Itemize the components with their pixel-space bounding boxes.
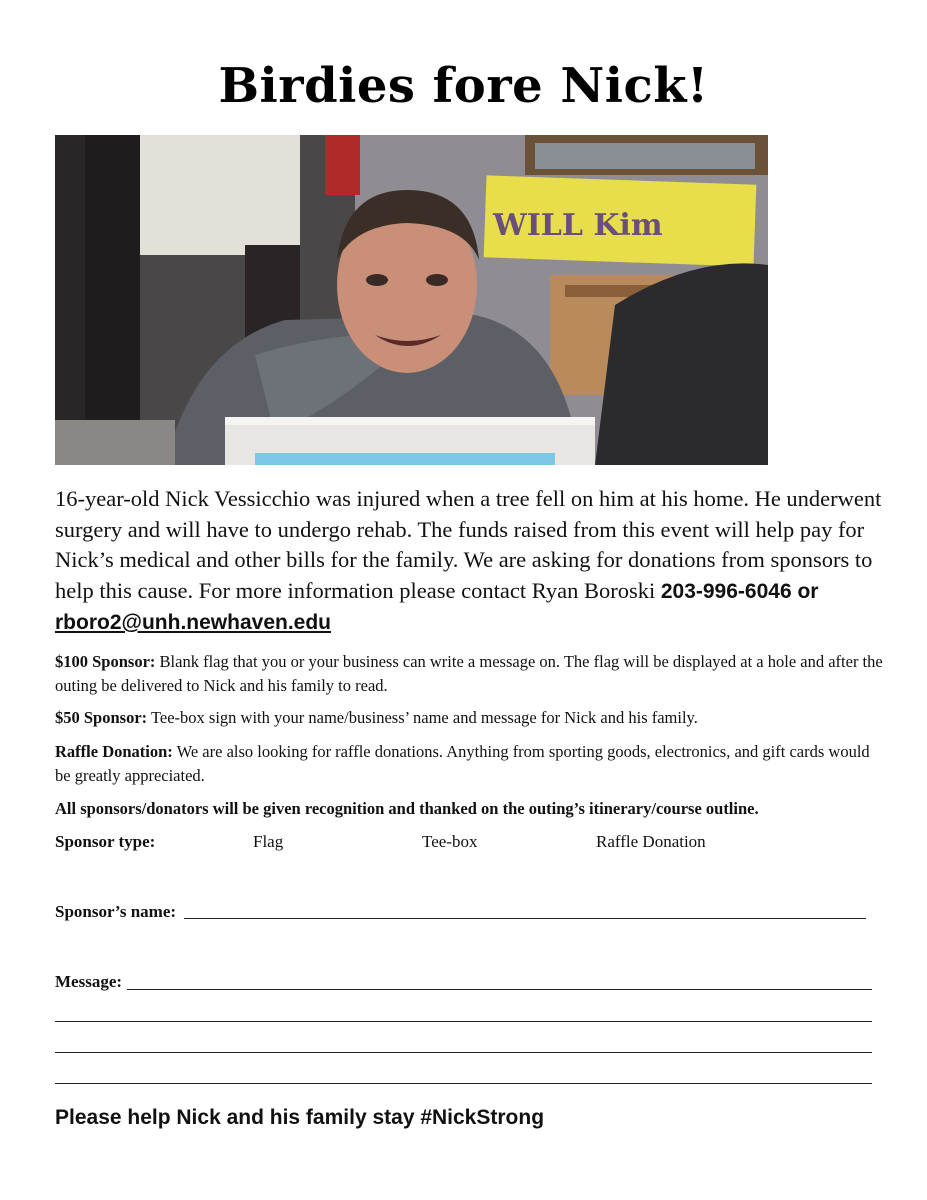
message-field-line-2[interactable] (55, 1021, 872, 1022)
message-label: Message: (55, 972, 123, 991)
contact-or: or (791, 579, 819, 603)
sponsor-50-paragraph (55, 706, 885, 730)
recognition-note: All sponsors/donators will be given recognition and thanked on the outing’s itinerary/course outline. (55, 799, 759, 818)
contact-email-link[interactable]: rboro2@unh.newhaven.edu (55, 611, 332, 634)
raffle-paragraph (55, 740, 885, 788)
sponsor-50-text: Tee-box sign with your name/business’ name and message for Nick and his family. (147, 708, 698, 727)
sponsor-type-label: Sponsor type: (55, 832, 156, 851)
sponsor-type-option-raffle[interactable]: Raffle Donation (596, 832, 706, 851)
contact-phone: 203-996-6046 (660, 579, 792, 603)
sponsor-type-option-tee-box[interactable]: Tee-box (422, 832, 478, 851)
sponsor-100-text: Blank flag that you or your business can write a message on. The flag will be displayed at a hole and after the outing be delivered to Nick and his family to read. (55, 652, 883, 695)
sponsor-100-label: $100 Sponsor: (55, 652, 156, 671)
sponsor-100-paragraph (55, 650, 885, 698)
message-field-line-3[interactable] (55, 1052, 872, 1053)
sponsor-type-option-flag[interactable]: Flag (253, 832, 284, 851)
photo-nick (55, 135, 768, 465)
raffle-label: Raffle Donation: (55, 742, 173, 761)
message-field-line-4[interactable] (55, 1083, 872, 1084)
sponsor-50-label: $50 Sponsor: (55, 708, 148, 727)
footer-tagline: Please help Nick and his family stay #NickStrong (55, 1106, 545, 1129)
message-field-line-1[interactable] (127, 989, 872, 990)
intro-paragraph (55, 484, 885, 639)
photo-sign-text: WILL Kim (493, 208, 663, 243)
sponsor-name-label: Sponsor’s name: (55, 902, 177, 921)
intro-text: 16-year-old Nick Vessicchio was injured when a tree fell on him at his home. He underwent surgery and will have to undergo rehab. The funds raised from this event will help pay for Nick’s medical and other bills for the family. We are asking for donations from sponsors to help this cause. For more information please contact Ryan Boroski (55, 486, 882, 603)
sponsor-name-field[interactable] (184, 918, 866, 919)
flyer-title: Birdies fore Nick! (218, 58, 709, 114)
raffle-text: We are also looking for raffle donations. Anything from sporting goods, electronics, and gift cards would be greatly appreciated. (55, 742, 870, 785)
photo-icon (55, 135, 768, 465)
